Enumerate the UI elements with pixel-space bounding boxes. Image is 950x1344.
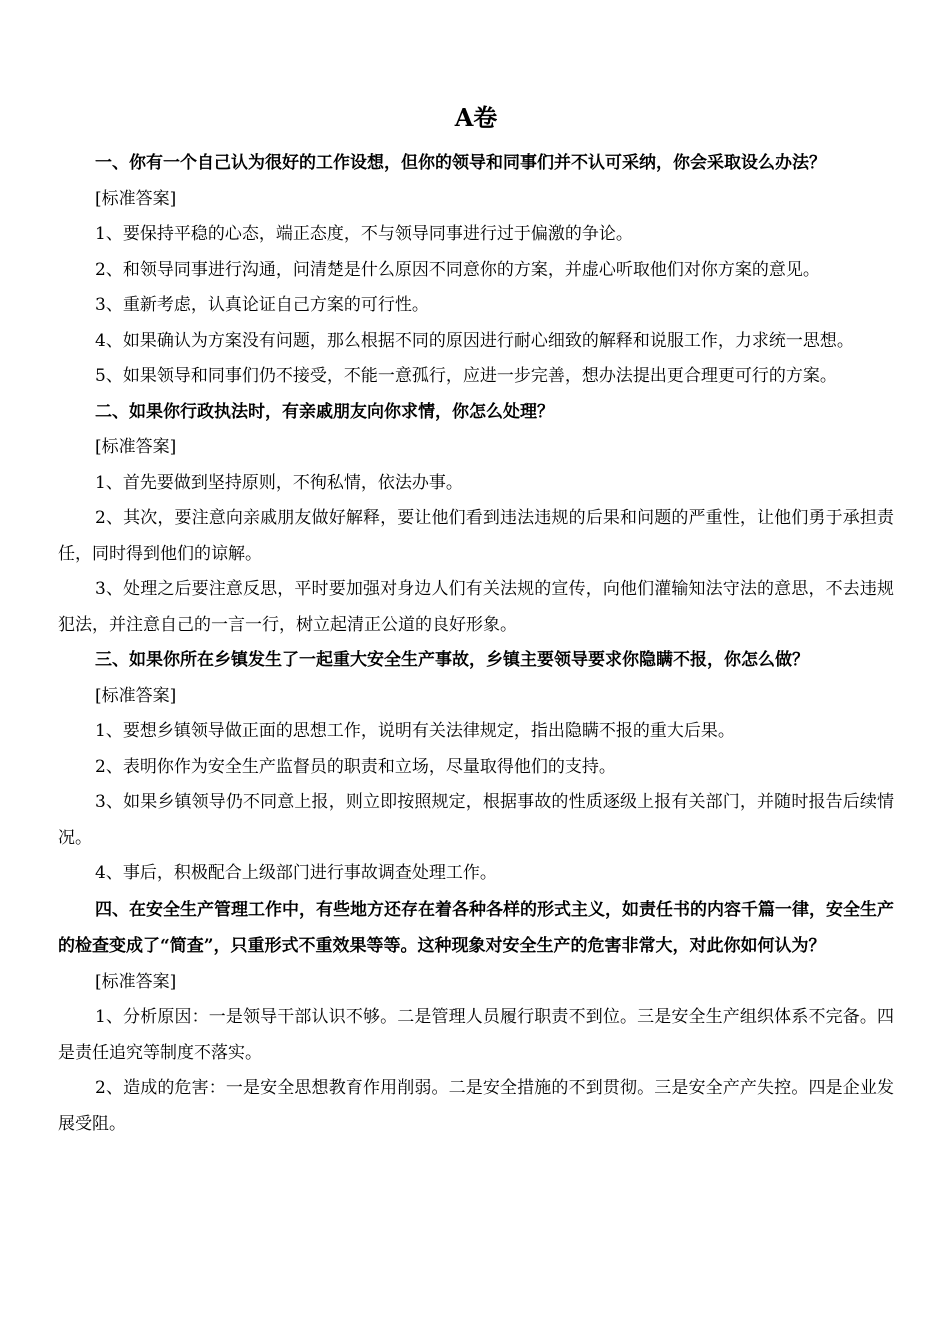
answer-2-2: 2、其次，要注意向亲戚朋友做好解释，要让他们看到违法违规的后果和问题的严重性，让他们勇于承担责任，同时得到他们的谅解。 bbox=[58, 508, 894, 564]
answer-3-2: 2、表明你作为安全生产监督员的职责和立场，尽量取得他们的支持。 bbox=[95, 756, 616, 777]
answer-2-3: 3、处理之后要注意反思，平时要加强对身边人们有关法规的宣传，向他们灌输知法守法的意思，不去违规犯法，并注意自己的一言一行，树立起清正公道的良好形象。 bbox=[58, 579, 894, 635]
answer-1-1: 1、要保持平稳的心态，端正态度，不与领导同事进行过于偏激的争论。 bbox=[95, 224, 633, 244]
answer-label-3: [标准答案] bbox=[95, 685, 177, 706]
question-3: 三、如果你所在乡镇发生了一起重大安全生产事故，乡镇主要领导要求你隐瞒不报，你怎么做？ bbox=[95, 650, 809, 670]
question-1: 一、你有一个自己认为很好的工作设想，但你的领导和同事们并不认可采纳，你会采取设么办法？ bbox=[95, 153, 826, 173]
document-page bbox=[58, 100, 894, 1142]
answer-1-5: 5、如果领导和同事们仍不接受，不能一意孤行，应进一步完善，想办法提出更合理更可行的方案。 bbox=[95, 366, 837, 386]
document-title: A卷 bbox=[454, 103, 498, 132]
answer-4-1: 1、分析原因：一是领导干部认识不够。二是管理人员履行职责不到位。三是安全生产组织体系不完备。四是责任追究等制度不落实。 bbox=[58, 1007, 894, 1063]
question-4: 四、在安全生产管理工作中，有些地方还存在着各种各样的形式主义，如责任书的内容千篇一律，安全生产的检查变成了“简查”，只重形式不重效果等等。这种现象对安全生产的危害非常大，对此你如何认为？ bbox=[58, 899, 894, 956]
answer-2-1: 1、首先要做到坚持原则，不徇私情，依法办事。 bbox=[95, 472, 463, 493]
answer-3-3: 3、如果乡镇领导仍不同意上报，则立即按照规定，根据事故的性质逐级上报有关部门，并随时报告后续情况。 bbox=[58, 792, 894, 848]
answer-4-2: 2、造成的危害：一是安全思想教育作用削弱。二是安全措施的不到贯彻。三是安全产产失控。四是企业发展受阻。 bbox=[58, 1078, 894, 1134]
answer-label-2: [标准答案] bbox=[95, 437, 177, 457]
question-2: 二、如果你行政执法时，有亲戚朋友向你求情，你怎么处理？ bbox=[95, 401, 554, 422]
answer-1-3: 3、重新考虑，认真论证自己方案的可行性。 bbox=[95, 295, 429, 315]
answer-label-1: [标准答案] bbox=[95, 188, 177, 209]
answer-3-4: 4、事后，积极配合上级部门进行事故调查处理工作。 bbox=[95, 863, 497, 883]
answer-1-4: 4、如果确认为方案没有问题，那么根据不同的原因进行耐心细致的解释和说服工作，力求统一思想。 bbox=[95, 330, 854, 351]
answer-1-2: 2、和领导同事进行沟通，问清楚是什么原因不同意你的方案，并虚心听取他们对你方案的意见。 bbox=[95, 259, 820, 280]
answer-label-4: [标准答案] bbox=[95, 971, 177, 992]
answer-3-1: 1、要想乡镇领导做正面的思想工作，说明有关法律规定，指出隐瞒不报的重大后果。 bbox=[95, 721, 735, 741]
